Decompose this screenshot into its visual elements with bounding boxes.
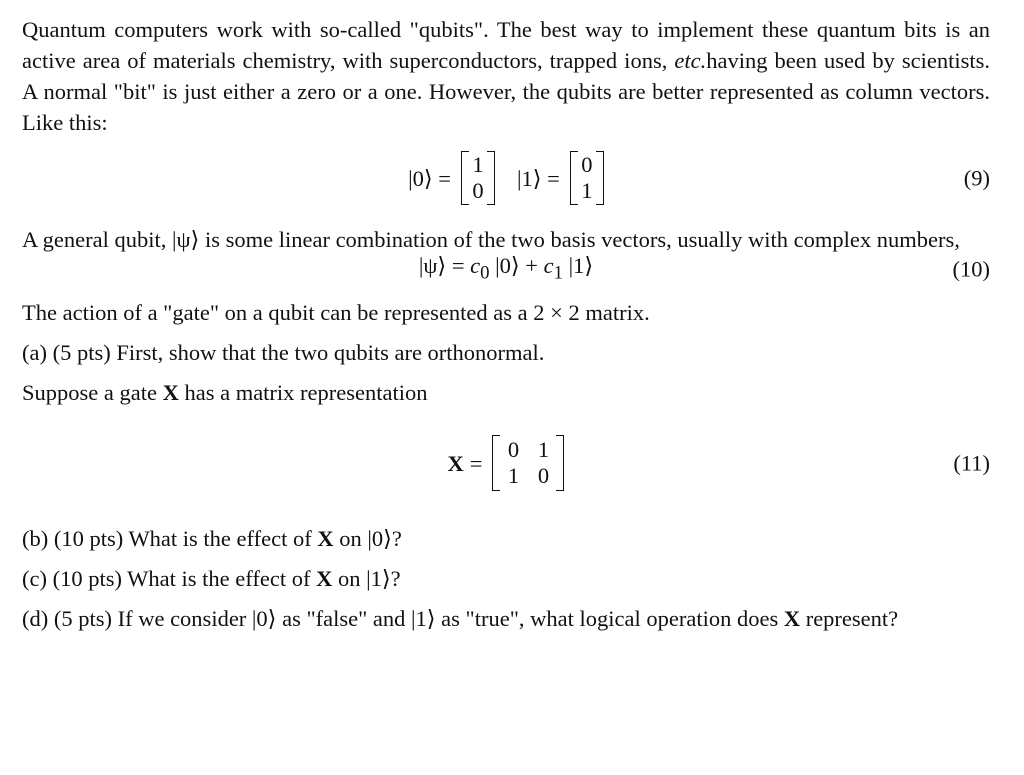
suppose-sentence xyxy=(22,373,990,413)
ket0-vector-entry: 0 xyxy=(472,178,484,203)
x-matrix-entry: 0 xyxy=(507,437,520,462)
ket1-vector xyxy=(570,151,604,205)
intro-text-2: having been used by scientists. A normal "bit" is just either a zero or a one. However, the qubits are better represented as column vectors. Like this: xyxy=(22,48,990,135)
x-matrix xyxy=(492,435,564,491)
eq10-lhs: |ψ⟩ = xyxy=(418,252,465,278)
suppose-text-2: has a matrix representation xyxy=(178,380,428,405)
eq10-ket1: |1⟩ xyxy=(563,252,594,278)
x-matrix-entry: 0 xyxy=(537,463,550,488)
equation-number-9: (9) xyxy=(963,165,990,191)
general-qubit-text-1: A general qubit, xyxy=(22,227,172,252)
equation-9 xyxy=(22,138,990,218)
gate-symbol-x: X xyxy=(162,380,179,405)
equation-11 xyxy=(22,419,990,507)
x-matrix-entry: 1 xyxy=(537,437,550,462)
eq10-expression xyxy=(419,250,593,289)
part-b-text-2: on |0⟩? xyxy=(333,526,402,551)
part-b xyxy=(22,519,990,559)
x-matrix-symbol: X xyxy=(447,450,464,476)
x-matrix-entry: 1 xyxy=(507,463,520,488)
equation-10 xyxy=(22,249,990,289)
intro-paragraph xyxy=(22,14,990,138)
eq10-ket0: |0⟩ + xyxy=(489,252,544,278)
suppose-text-1: Suppose a gate xyxy=(22,380,163,405)
coefficient-c0-subscript: 0 xyxy=(480,262,490,284)
part-c-text-2: on |1⟩? xyxy=(332,566,401,591)
part-d-text-1: (d) (5 pts) If we consider |0⟩ as "false" and |1⟩ as "true", what logical operation does xyxy=(22,606,784,631)
ket0-label: |0⟩ = xyxy=(408,165,451,191)
ket0-vector-entry: 1 xyxy=(472,152,484,177)
coefficient-c1-subscript: 1 xyxy=(553,262,563,284)
part-d xyxy=(22,603,990,634)
coefficient-c0: c xyxy=(470,252,481,278)
problem-page xyxy=(22,14,990,634)
intro-etc: etc. xyxy=(674,48,707,73)
eq11-equals: = xyxy=(469,450,483,476)
part-c-x: X xyxy=(316,566,333,591)
general-qubit-text-2: is some linear combination of the two basis vectors, usually with complex numbers, xyxy=(199,227,960,252)
ket-psi: |ψ⟩ xyxy=(171,227,200,252)
part-a: (a) (5 pts) First, show that the two qubits are orthonormal. xyxy=(22,340,545,365)
ket1-vector-entry: 1 xyxy=(581,178,593,203)
ket0-vector xyxy=(461,151,495,205)
part-b-text-1: (b) (10 pts) What is the effect of xyxy=(22,526,318,551)
coefficient-c1: c xyxy=(543,252,554,278)
part-d-text-2: represent? xyxy=(800,606,899,631)
part-d-x: X xyxy=(783,606,801,631)
equation-number-11: (11) xyxy=(953,450,990,476)
part-c-text-1: (c) (10 pts) What is the effect of xyxy=(22,566,317,591)
intro-text-1: Quantum computers work with so-called "qubits". The best way to implement these quantum bits is an active area of materials chemistry, with superconductors, trapped ions, xyxy=(22,17,990,73)
equation-number-10: (10) xyxy=(952,256,990,282)
gate-sentence: The action of a "gate" on a qubit can be represented as a 2 × 2 matrix. xyxy=(22,300,650,325)
ket1-label: |1⟩ = xyxy=(517,165,560,191)
part-c xyxy=(22,559,990,599)
ket1-vector-entry: 0 xyxy=(581,152,593,177)
part-b-x: X xyxy=(317,526,334,551)
